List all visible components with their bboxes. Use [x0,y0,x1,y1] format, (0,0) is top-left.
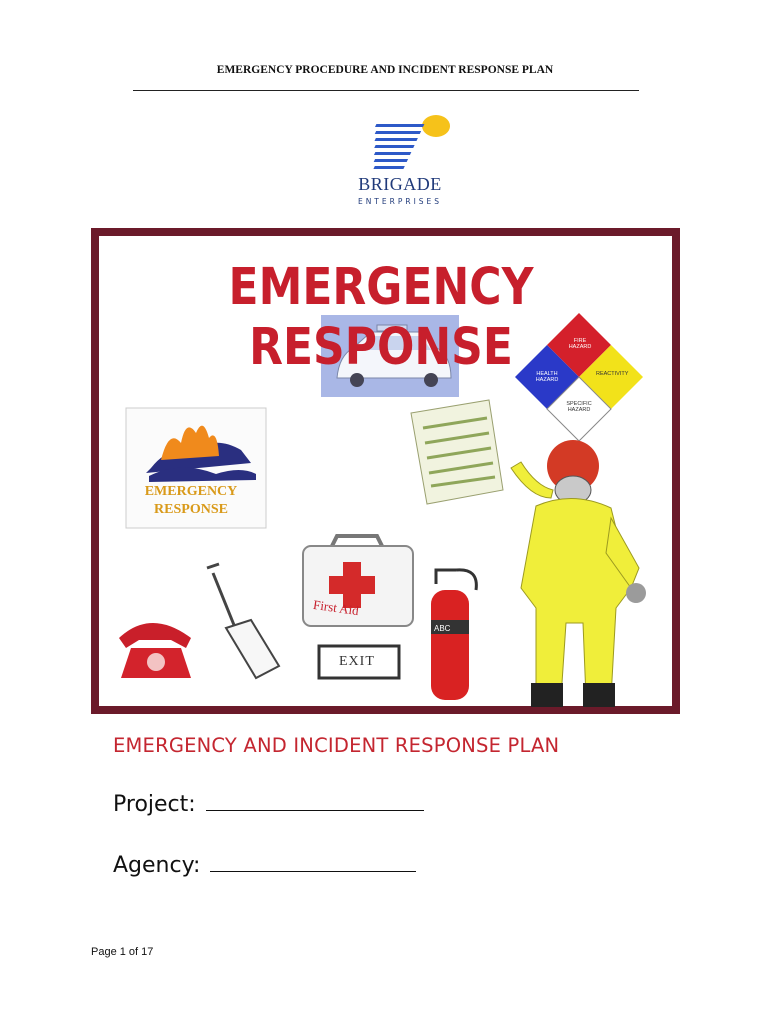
poster-title: EMERGENCY RESPONSE [228,258,534,377]
header-rule [133,90,639,91]
first-aid-label: First Aid [312,596,360,619]
emergency-response-poster [91,228,680,714]
project-field [113,792,424,817]
logo-wordmark: BRIGADE [358,174,442,194]
project-label: Project: [113,792,196,817]
document-title: EMERGENCY AND INCIDENT RESPONSE PLAN [113,734,560,757]
company-logo [330,112,470,212]
project-input-line[interactable] [206,792,424,811]
page-number: Page 1 of 17 [91,946,154,958]
agency-label: Agency: [113,853,201,878]
exit-label: EXIT [339,654,375,669]
running-header: EMERGENCY PROCEDURE AND INCIDENT RESPONSE PLAN [216,64,554,76]
sign-label-line2: RESPONSE [154,502,228,517]
diamond-right-text: REACTIVITY [596,371,629,377]
logo-tagline: ENTERPRISES [357,197,443,206]
sign-label-line1: EMERGENCY [144,484,238,499]
diamond-left-text: HEALTH HAZARD [535,371,559,383]
logo-mark-icon [330,112,470,174]
diamond-top-text: FIRE HAZARD [568,338,592,350]
agency-field [113,853,416,878]
diamond-bottom-text: SPECIFIC HAZARD [566,401,592,413]
agency-input-line[interactable] [210,853,416,872]
response-manual-icon [411,400,503,504]
extinguisher-label: ABC [434,624,451,633]
